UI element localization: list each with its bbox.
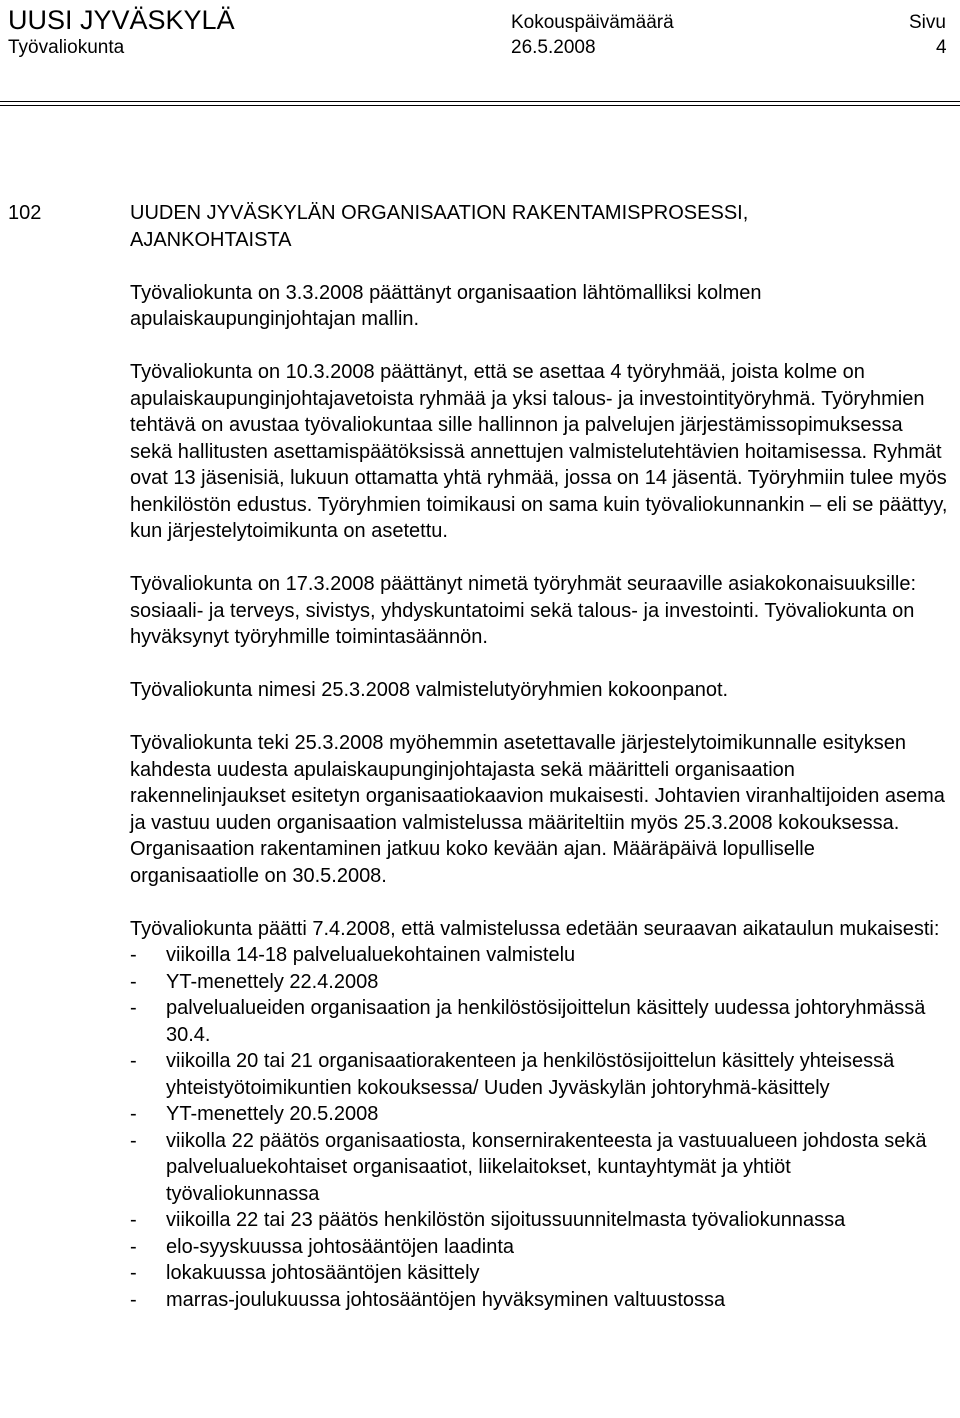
header-rule-bottom — [0, 105, 960, 106]
list-dash: - — [130, 1050, 137, 1072]
schedule-item — [130, 1207, 948, 1234]
page-label: Sivu — [909, 12, 946, 33]
schedule-item — [130, 1234, 948, 1261]
list-dash: - — [130, 1235, 137, 1258]
schedule-intro: Työvaliokunta päätti 7.4.2008, että valmistelussa edetään seuraavan aikataulun mukaisesti: — [130, 917, 940, 940]
list-dash: - — [130, 1129, 137, 1152]
list-dash: - — [130, 997, 137, 1019]
agenda-item-body — [130, 200, 948, 1313]
schedule-item — [130, 1260, 948, 1287]
paragraph: Työvaliokunta nimesi 25.3.2008 valmistelutyöryhmien kokoonpanot. — [130, 679, 729, 701]
meeting-date-label: Kokouspäivämäärä — [511, 12, 674, 33]
schedule-item-text: marras-joulukuussa johtosääntöjen hyväksyminen valtuustossa — [166, 1288, 726, 1311]
schedule-item-text: YT-menettely 22.4.2008 — [166, 970, 379, 993]
paragraph: Työvaliokunta teki 25.3.2008 myöhemmin asetettavalle järjestelytoimikunnalle esityksen kahdesta uudesta apulaiskaupunginjohtajasta sekä määritteli organisaation rakennelinjaukset esitetyn organisaatiokaavion mukaisesti. Johtavien viranhaltijoiden asema ja vastuu uuden organisaation valmistelussa määriteltiin myös 25.3.2008 kokouksessa. Organisaation rakentaminen jatkuu koko kevään ajan. Määräpäivä lopulliselle organisaatiolle on 30.5.2008. — [130, 732, 945, 887]
list-dash: - — [130, 1209, 137, 1231]
schedule-item — [130, 995, 948, 1048]
schedule-item-text: viikoilla 20 tai 21 organisaatiorakenteen ja henkilöstösijoittelun käsittely yhteisessä yhteistyötoimikuntien kokouksessa/ Uuden Jyväskylän johtoryhmä-käsittely — [166, 1050, 895, 1099]
list-dash: - — [130, 1103, 137, 1125]
agenda-item-number: 102 — [8, 202, 42, 224]
list-dash: - — [130, 970, 137, 993]
paragraph: Työvaliokunta on 17.3.2008 päättänyt nimetä työryhmät seuraaville asiakokonaisuuksille: sosiaali- ja terveys, sivistys, yhdyskuntatoimi sekä talous- ja investointi. Työvaliokunta on hyväksynyt työryhmille toimintasäännön. — [130, 573, 917, 648]
schedule-item — [130, 969, 948, 996]
document-header — [0, 0, 960, 110]
header-rule-top — [0, 101, 960, 102]
paragraph: Työvaliokunta on 10.3.2008 päättänyt, että se asettaa 4 työryhmää, joista kolme on apulaiskaupunginjohtajavetoista ryhmää ja yksi talous- ja investointityöryhmä. Työryhmien tehtävä on avustaa työvaliokuntaa sille hallinnon ja palvelujen järjestämissopimuksessa sekä hallitusten asettamispäätöksissä annettujen valmistelutehtävien hoitamisessa. Ryhmät ovat 13 jäsenisiä, lukuun ottamatta yhtä ryhmää, jossa on 14 jäsentä. Työryhmiin tulee myös henkilöstön edustus. Työryhmien toimikausi on sama kuin työvaliokunnankin – eli se päättyy, kun järjestelytoimikunta on asetettu. — [130, 361, 948, 542]
schedule-item-text: viikolla 22 päätös organisaatiosta, konsernirakenteesta ja vastuualueen johdosta sekä palvelualuekohtaiset organisaatiot, liikelaitokset, kuntayhtymät ja yhtiöt työvaliokunnassa — [166, 1129, 927, 1205]
schedule-item-text: viikoilla 14-18 palvelualuekohtainen valmistelu — [166, 944, 576, 966]
schedule-list — [130, 942, 948, 1313]
list-dash: - — [130, 1262, 137, 1284]
meeting-date: 26.5.2008 — [511, 37, 596, 58]
schedule-item — [130, 1128, 948, 1208]
page-number: 4 — [936, 37, 947, 58]
committee-name: Työvaliokunta — [8, 37, 125, 58]
schedule-item-text: YT-menettely 20.5.2008 — [166, 1103, 379, 1125]
list-dash: - — [130, 944, 137, 966]
list-dash: - — [130, 1288, 137, 1311]
agenda-item-title: UUDEN JYVÄSKYLÄN ORGANISAATION RAKENTAMISPROSESSI, AJANKOHTAISTA — [130, 202, 749, 251]
schedule-item-text: lokakuussa johtosääntöjen käsittely — [166, 1262, 480, 1284]
schedule-item-text: viikoilla 22 tai 23 päätös henkilöstön sijoitussuunnitelmasta työvaliokunnassa — [166, 1209, 846, 1231]
schedule-item — [130, 1048, 948, 1101]
schedule-item — [130, 1101, 948, 1128]
schedule-item — [130, 1287, 948, 1314]
schedule-item-text: palvelualueiden organisaation ja henkilöstösijoittelun käsittely uudessa johtoryhmässä 30.4. — [166, 997, 926, 1046]
paragraph: Työvaliokunta on 3.3.2008 päättänyt organisaation lähtömalliksi kolmen apulaiskaupunginjohtajan mallin. — [130, 281, 762, 330]
schedule-item-text: elo-syyskuussa johtosääntöjen laadinta — [166, 1235, 514, 1258]
organization-name: UUSI JYVÄSKYLÄ — [8, 5, 235, 35]
schedule-item — [130, 942, 948, 969]
